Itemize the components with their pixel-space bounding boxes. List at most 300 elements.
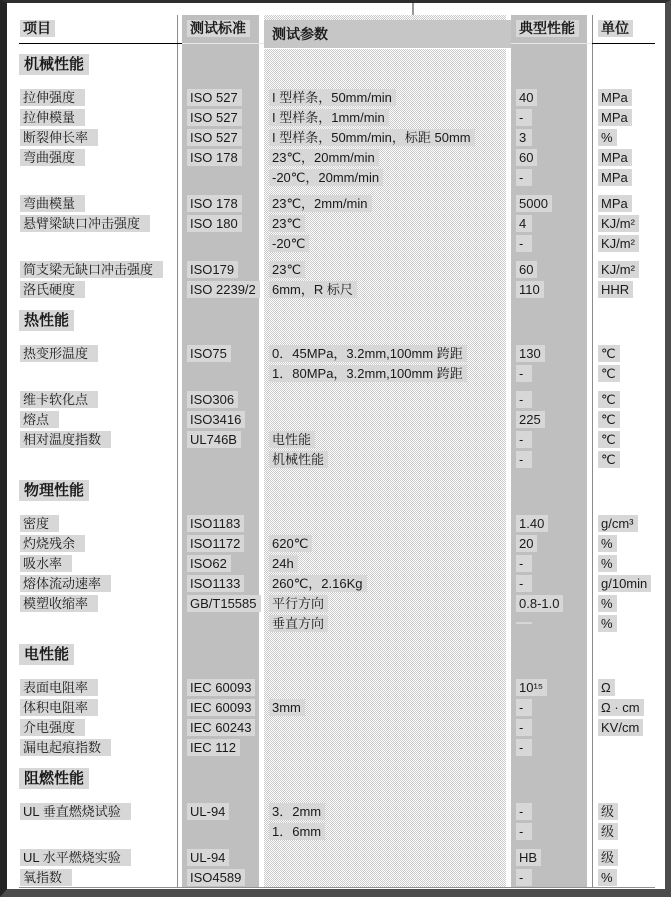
cell-value-text: - xyxy=(516,109,532,126)
table-row xyxy=(19,821,655,841)
cell-params-text: 23℃ xyxy=(269,261,305,278)
header-params-label: 测试参数 xyxy=(272,25,328,42)
cell-standard xyxy=(182,147,264,167)
cell-unit xyxy=(592,737,655,757)
cell-standard-text: UL-94 xyxy=(187,803,229,820)
cell-standard-text: IEC 60093 xyxy=(187,699,255,716)
table-header-row xyxy=(19,15,655,43)
cell-item-text: 弯曲强度 xyxy=(20,149,85,166)
cell-value-text: 4 xyxy=(516,215,532,232)
cell-params xyxy=(264,389,511,409)
cell-unit-text: % xyxy=(598,555,617,572)
cell-params xyxy=(264,593,511,613)
table-row xyxy=(19,363,655,383)
cell-value xyxy=(511,389,592,409)
cell-item xyxy=(19,127,182,147)
cell-standard xyxy=(182,107,264,127)
cell-unit xyxy=(592,259,655,279)
cell-standard xyxy=(182,167,264,187)
cell-item-text: 简支梁无缺口冲击强度 xyxy=(20,261,163,278)
cell-standard-text: UL-94 xyxy=(187,849,229,866)
cell-unit-text: 级 xyxy=(598,823,618,840)
cell-value xyxy=(511,449,592,469)
cell-value xyxy=(511,233,592,253)
cell-standard-text: ISO62 xyxy=(187,555,231,572)
cell-params xyxy=(264,213,511,233)
cell-params-text: I 型样条，50mm/min xyxy=(269,89,396,106)
cell-item xyxy=(19,801,182,821)
cell-params-text: 24h xyxy=(269,555,298,572)
cell-unit xyxy=(592,533,655,553)
cell-unit-text: 级 xyxy=(598,849,618,866)
cell-value xyxy=(511,147,592,167)
cell-standard xyxy=(182,279,264,299)
cell-standard-text: ISO3416 xyxy=(187,411,245,428)
table-row xyxy=(19,193,655,213)
cell-unit-text: % xyxy=(598,869,617,886)
header-item-label: 项目 xyxy=(20,20,55,37)
cell-value-text: 20 xyxy=(516,535,537,552)
cell-standard xyxy=(182,821,264,841)
cell-value-text: - xyxy=(516,719,532,736)
cell-params xyxy=(264,573,511,593)
table-row xyxy=(19,717,655,737)
cell-params xyxy=(264,87,511,107)
cell-value-text: - xyxy=(516,869,532,886)
cell-unit-text: % xyxy=(598,595,617,612)
cell-item xyxy=(19,213,182,233)
cell-standard-text: ISO 527 xyxy=(187,109,242,126)
cell-item xyxy=(19,717,182,737)
cell-item xyxy=(19,697,182,717)
cell-value xyxy=(511,213,592,233)
cell-unit-text: KV/cm xyxy=(598,719,643,736)
cell-params-text: I 型样条，50mm/min，标距 50mm xyxy=(269,129,475,146)
cell-standard xyxy=(182,593,264,613)
section-title: 物理性能 xyxy=(19,480,89,501)
cell-item xyxy=(19,847,182,867)
table-row xyxy=(19,867,655,887)
cell-standard xyxy=(182,573,264,593)
cell-unit xyxy=(592,213,655,233)
cell-standard xyxy=(182,613,264,633)
cell-item xyxy=(19,193,182,213)
cell-value-text: 3 xyxy=(516,129,532,146)
cell-value xyxy=(511,867,592,887)
cell-item-text: UL 水平燃烧实验 xyxy=(20,849,131,866)
cell-item xyxy=(19,613,182,633)
cell-standard xyxy=(182,801,264,821)
cell-item-text: 灼烧残余 xyxy=(20,535,85,552)
table-row xyxy=(19,593,655,613)
cell-standard xyxy=(182,193,264,213)
header-cell-standard xyxy=(182,15,264,44)
cell-params xyxy=(264,429,511,449)
table-row xyxy=(19,259,655,279)
cell-item xyxy=(19,147,182,167)
table-row xyxy=(19,429,655,449)
cell-item xyxy=(19,533,182,553)
cell-standard xyxy=(182,389,264,409)
cell-value-text: 40 xyxy=(516,89,537,106)
cell-standard xyxy=(182,533,264,553)
cell-value xyxy=(511,847,592,867)
cell-value-text: - xyxy=(516,451,532,468)
cell-value xyxy=(511,409,592,429)
cell-item xyxy=(19,409,182,429)
cell-value xyxy=(511,697,592,717)
table-row xyxy=(19,147,655,167)
cell-params-text: 平行方向 xyxy=(269,595,328,612)
cell-value-text: 60 xyxy=(516,149,537,166)
table-row xyxy=(19,167,655,187)
cell-item-text: 悬臂梁缺口冲击强度 xyxy=(20,215,150,232)
cell-item-text: 表面电阻率 xyxy=(20,679,98,696)
cell-standard-text: ISO 178 xyxy=(187,195,242,212)
section-title-row xyxy=(19,478,655,502)
cell-standard xyxy=(182,429,264,449)
cell-params-text: -20℃，20mm/min xyxy=(269,169,383,186)
cell-standard xyxy=(182,677,264,697)
cell-item xyxy=(19,677,182,697)
cell-standard xyxy=(182,737,264,757)
cell-value-text: - xyxy=(516,575,532,592)
cell-value-text: - xyxy=(516,169,532,186)
cell-item xyxy=(19,87,182,107)
cell-standard-text: ISO 180 xyxy=(187,215,242,232)
cell-unit-text: ℃ xyxy=(598,345,620,362)
table-row xyxy=(19,573,655,593)
properties-table xyxy=(19,15,655,888)
cell-value-text: - xyxy=(516,365,532,382)
table-row xyxy=(19,127,655,147)
cell-item-text: 氧指数 xyxy=(20,869,72,886)
cell-standard-text: GB/T15585 xyxy=(187,595,261,612)
cell-params-text: 1．80MPa，3.2mm,100mm 跨距 xyxy=(269,365,467,382)
cell-standard-text: IEC 60093 xyxy=(187,679,255,696)
section-title: 电性能 xyxy=(19,644,74,665)
cell-params-text: 3mm xyxy=(269,699,305,716)
cell-standard-text: ISO 2239/2 xyxy=(187,281,260,298)
cell-params xyxy=(264,717,511,737)
header-unit-label: 单位 xyxy=(598,20,633,37)
cell-standard xyxy=(182,553,264,573)
table-row xyxy=(19,533,655,553)
header-cell-unit xyxy=(592,15,655,44)
cell-value xyxy=(511,573,592,593)
cell-value xyxy=(511,533,592,553)
cell-value-text: 110 xyxy=(516,281,544,298)
cell-standard xyxy=(182,513,264,533)
cell-value xyxy=(511,429,592,449)
cell-item xyxy=(19,553,182,573)
cell-value xyxy=(511,127,592,147)
cell-unit xyxy=(592,193,655,213)
table-row xyxy=(19,513,655,533)
cell-item-text: 相对温度指数 xyxy=(20,431,111,448)
table-row xyxy=(19,697,655,717)
table-row xyxy=(19,613,655,633)
header-cell-item xyxy=(19,15,182,44)
cell-item-text: 维卡软化点 xyxy=(20,391,98,408)
cell-value-text: 130 xyxy=(516,345,545,362)
cell-params xyxy=(264,363,511,383)
cell-unit-text: % xyxy=(598,615,617,632)
cell-params xyxy=(264,821,511,841)
cell-item xyxy=(19,389,182,409)
cell-value-text: 0.8-1.0 xyxy=(516,595,563,612)
cell-item-text: 漏电起痕指数 xyxy=(20,739,111,756)
cell-unit-text: MPa xyxy=(598,169,632,186)
cell-value-text: 60 xyxy=(516,261,537,278)
cell-unit-text: g/10min xyxy=(598,575,651,592)
cell-value-text: - xyxy=(516,823,532,840)
cell-item-text: 熔体流动速率 xyxy=(20,575,111,592)
cell-standard xyxy=(182,717,264,737)
cell-item xyxy=(19,259,182,279)
cell-standard-text: IEC 60243 xyxy=(187,719,255,736)
cell-item xyxy=(19,107,182,127)
table-row xyxy=(19,847,655,867)
cell-value-text: - xyxy=(516,391,532,408)
cell-item-text: 拉伸模量 xyxy=(20,109,85,126)
cell-params xyxy=(264,697,511,717)
cell-unit-text: HHR xyxy=(598,281,633,298)
table-row xyxy=(19,409,655,429)
cell-standard-text: ISO179 xyxy=(187,261,238,278)
cell-value-text: 10¹⁵ xyxy=(516,679,547,696)
cell-standard-text: ISO4589 xyxy=(187,869,245,886)
cell-unit xyxy=(592,87,655,107)
cell-value xyxy=(511,737,592,757)
section-title: 机械性能 xyxy=(19,54,89,75)
cell-item xyxy=(19,513,182,533)
cell-item xyxy=(19,449,182,469)
table-row xyxy=(19,801,655,821)
cell-value-text: - xyxy=(516,803,532,820)
section-title-row xyxy=(19,52,655,76)
cell-standard-text: ISO1133 xyxy=(187,575,244,592)
cell-params-text: 23℃，20mm/min xyxy=(269,149,379,166)
cell-value xyxy=(511,87,592,107)
cell-item-text: 吸水率 xyxy=(20,555,72,572)
cell-params xyxy=(264,867,511,887)
cell-value xyxy=(511,677,592,697)
cell-standard-text: ISO 178 xyxy=(187,149,242,166)
cell-unit xyxy=(592,449,655,469)
cell-item-text: 弯曲模量 xyxy=(20,195,85,212)
cell-item-text: 体积电阻率 xyxy=(20,699,98,716)
cell-unit xyxy=(592,279,655,299)
cell-unit xyxy=(592,167,655,187)
cell-value-text: 5000 xyxy=(516,195,552,212)
table-row xyxy=(19,213,655,233)
cell-params xyxy=(264,449,511,469)
cell-item xyxy=(19,737,182,757)
cell-value xyxy=(511,821,592,841)
cell-params xyxy=(264,279,511,299)
cell-unit xyxy=(592,107,655,127)
cell-params-text: 垂直方向 xyxy=(269,615,328,632)
cell-standard xyxy=(182,343,264,363)
cell-unit xyxy=(592,513,655,533)
cell-params-text: 620℃ xyxy=(269,535,312,552)
cell-standard xyxy=(182,847,264,867)
cell-params xyxy=(264,677,511,697)
cell-unit-text: MPa xyxy=(598,149,632,166)
cell-params xyxy=(264,259,511,279)
cell-item xyxy=(19,279,182,299)
cell-standard xyxy=(182,127,264,147)
cell-value-text: - xyxy=(516,739,532,756)
cell-standard xyxy=(182,233,264,253)
cell-unit-text: MPa xyxy=(598,89,632,106)
section-title-row xyxy=(19,642,655,666)
cell-standard xyxy=(182,259,264,279)
cell-params-text: 1．6mm xyxy=(269,823,325,840)
cell-params xyxy=(264,147,511,167)
table-row xyxy=(19,737,655,757)
cell-params xyxy=(264,613,511,633)
cell-unit-text: KJ/m² xyxy=(598,261,639,278)
cell-unit-text: % xyxy=(598,535,617,552)
header-cell-params xyxy=(264,20,511,49)
cell-unit-text: KJ/m² xyxy=(598,235,639,252)
cell-standard xyxy=(182,697,264,717)
section-title-row xyxy=(19,766,655,790)
cell-unit xyxy=(592,409,655,429)
cell-unit xyxy=(592,821,655,841)
cell-unit xyxy=(592,801,655,821)
table-body xyxy=(19,52,655,887)
cell-params xyxy=(264,513,511,533)
cell-standard xyxy=(182,409,264,429)
cell-params xyxy=(264,127,511,147)
cell-standard-text: UL746B xyxy=(187,431,241,448)
cell-unit-text: g/cm³ xyxy=(598,515,638,532)
cell-unit-text: ℃ xyxy=(598,451,620,468)
cell-params-text: 6mm，R 标尺 xyxy=(269,281,357,298)
cell-item xyxy=(19,593,182,613)
cell-unit xyxy=(592,677,655,697)
cell-value xyxy=(511,167,592,187)
cell-standard-text: ISO1183 xyxy=(187,515,244,532)
cell-params-text: 23℃，2mm/min xyxy=(269,195,372,212)
cell-params xyxy=(264,847,511,867)
cell-item xyxy=(19,821,182,841)
header-standard-label: 测试标准 xyxy=(187,20,250,37)
cell-item xyxy=(19,233,182,253)
cell-value xyxy=(511,363,592,383)
cell-unit-text: % xyxy=(598,129,617,146)
cell-unit-text: ℃ xyxy=(598,365,620,382)
cell-value-text: - xyxy=(516,235,532,252)
cell-unit xyxy=(592,363,655,383)
table-row xyxy=(19,553,655,573)
cell-item-text: 断裂伸长率 xyxy=(20,129,98,146)
cell-unit-text: ℃ xyxy=(598,391,620,408)
cell-unit xyxy=(592,847,655,867)
cell-params-text: 机械性能 xyxy=(269,451,328,468)
cell-unit-text: MPa xyxy=(598,195,632,212)
cell-unit xyxy=(592,553,655,573)
table-row xyxy=(19,343,655,363)
cell-unit xyxy=(592,867,655,887)
cell-item-text: 模塑收缩率 xyxy=(20,595,98,612)
cell-params-text: 电性能 xyxy=(269,431,315,448)
cell-unit xyxy=(592,389,655,409)
cell-params-text: 0．45MPa，3.2mm,100mm 跨距 xyxy=(269,345,467,362)
cell-item-text: 洛氏硬度 xyxy=(20,281,85,298)
cell-value xyxy=(511,279,592,299)
cell-unit-text: MPa xyxy=(598,109,632,126)
cell-value xyxy=(511,553,592,573)
cell-standard xyxy=(182,87,264,107)
cell-unit-text: Ω xyxy=(598,679,615,696)
cell-unit xyxy=(592,593,655,613)
table-row xyxy=(19,389,655,409)
cell-value-text: HB xyxy=(516,849,541,866)
cell-value-text: 225 xyxy=(516,411,545,428)
cell-params-text: 260℃，2.16Kg xyxy=(269,575,367,592)
table-row xyxy=(19,449,655,469)
cell-unit xyxy=(592,697,655,717)
cell-params xyxy=(264,801,511,821)
cell-item-text: 介电强度 xyxy=(20,719,85,736)
table-row xyxy=(19,233,655,253)
cell-item xyxy=(19,867,182,887)
section-title: 阻燃性能 xyxy=(19,768,89,789)
cell-unit xyxy=(592,573,655,593)
cell-params xyxy=(264,343,511,363)
cell-value xyxy=(511,717,592,737)
header-value-label: 典型性能 xyxy=(516,20,579,37)
cell-item xyxy=(19,343,182,363)
section-title: 热性能 xyxy=(19,310,74,331)
cell-value-text xyxy=(516,622,532,624)
cell-params-text: 3．2mm xyxy=(269,803,325,820)
cell-item-text: 密度 xyxy=(20,515,59,532)
cell-unit xyxy=(592,233,655,253)
cell-standard xyxy=(182,363,264,383)
cell-unit xyxy=(592,429,655,449)
cell-value xyxy=(511,593,592,613)
cell-value xyxy=(511,343,592,363)
cell-value xyxy=(511,613,592,633)
cell-unit-text: 级 xyxy=(598,803,618,820)
table-row xyxy=(19,677,655,697)
cell-unit xyxy=(592,613,655,633)
cell-standard xyxy=(182,449,264,469)
cell-unit xyxy=(592,127,655,147)
table-row xyxy=(19,107,655,127)
cell-standard-text: ISO 527 xyxy=(187,89,242,106)
cell-value-text: 1.40 xyxy=(516,515,548,532)
cell-item-text: 热变形温度 xyxy=(20,345,98,362)
cell-item-text: UL 垂直燃烧试验 xyxy=(20,803,131,820)
cell-value xyxy=(511,513,592,533)
table-row xyxy=(19,279,655,299)
cell-unit-text: ℃ xyxy=(598,411,620,428)
cell-unit xyxy=(592,147,655,167)
cell-params xyxy=(264,193,511,213)
cell-unit-text: Ω · cm xyxy=(598,699,644,716)
cell-params-text: -20℃ xyxy=(269,235,309,252)
header-cell-value xyxy=(511,15,592,44)
cell-params xyxy=(264,737,511,757)
cell-unit xyxy=(592,717,655,737)
cell-value-text: - xyxy=(516,555,532,572)
